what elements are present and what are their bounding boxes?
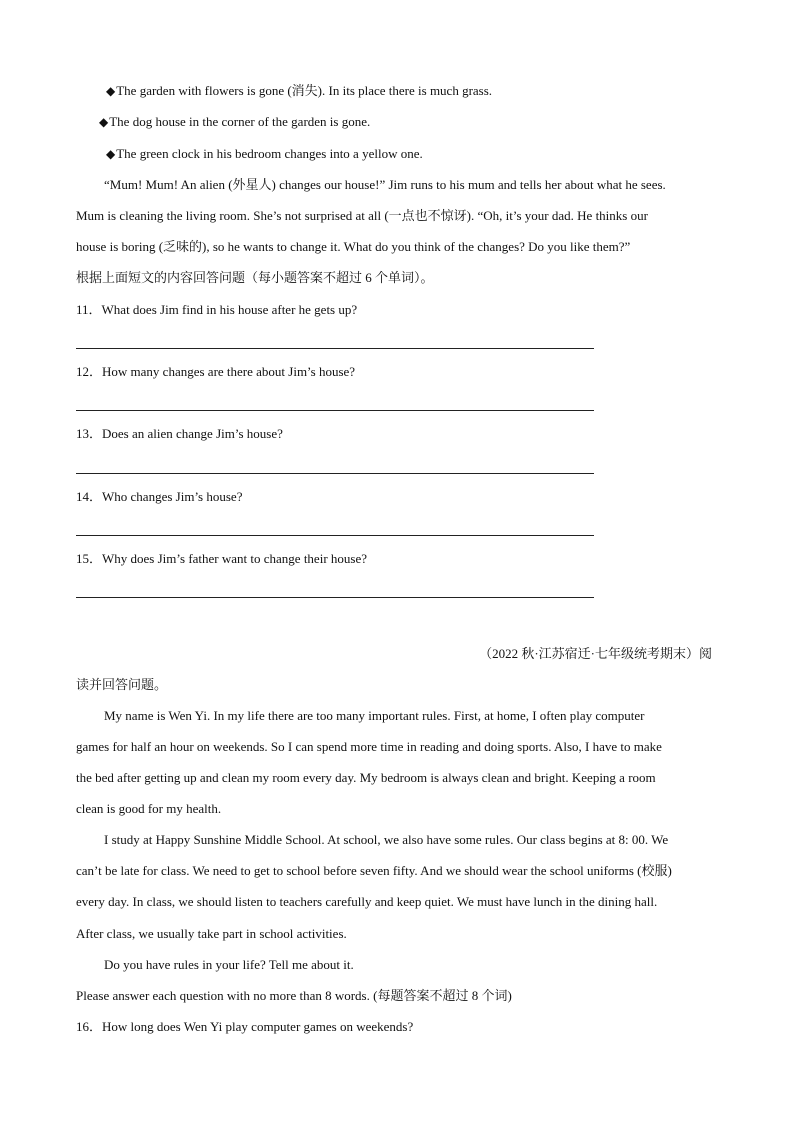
passage2-line-4: clean is good for my health. bbox=[76, 801, 222, 816]
passage2-source-cont: 读并回答问题。 bbox=[76, 677, 168, 692]
passage2-instruction: Please answer each question with no more than 8 words. (每题答案不超过 8 个词) bbox=[76, 988, 512, 1003]
passage2-line-3: the bed after getting up and clean my room every day. My bedroom is always clean and bright. Keeping a room bbox=[76, 770, 656, 785]
question-15: 15．Why does Jim’s father want to change their house? bbox=[76, 551, 367, 566]
passage2-line-9: Do you have rules in your life? Tell me about it. bbox=[104, 957, 354, 972]
question-12: 12．How many changes are there about Jim’s house? bbox=[76, 364, 356, 379]
passage2-source: （2022 秋·江苏宿迁·七年级统考期末）阅 bbox=[479, 646, 712, 661]
answer-line-15[interactable] bbox=[76, 597, 594, 598]
passage2-line-1: My name is Wen Yi. In my life there are too many important rules. First, at home, I often play computer bbox=[104, 708, 645, 723]
answer-line-13[interactable] bbox=[76, 473, 594, 474]
bullet-item-2: ◆The dog house in the corner of the garden is gone. bbox=[99, 114, 371, 129]
passage2-line-6: can’t be late for class. We need to get to school before seven fifty. And we should wear the school uniforms (校服) bbox=[76, 863, 672, 878]
question-11: 11．What does Jim find in his house after he gets up? bbox=[76, 302, 358, 317]
diamond-bullet-icon: ◆ bbox=[106, 84, 116, 98]
answer-line-11[interactable] bbox=[76, 348, 594, 349]
passage2-line-2: games for half an hour on weekends. So I can spend more time in reading and doing sports. Also, I have to make bbox=[76, 739, 662, 754]
answer-line-12[interactable] bbox=[76, 410, 594, 411]
passage1-line-3: house is boring (乏味的), so he wants to change it. What do you think of the changes? Do you like them?” bbox=[76, 239, 631, 254]
passage2-line-8: After class, we usually take part in school activities. bbox=[76, 926, 347, 941]
question-13: 13．Does an alien change Jim’s house? bbox=[76, 426, 283, 441]
question-16: 16．How long does Wen Yi play computer games on weekends? bbox=[76, 1019, 414, 1034]
passage1-line-2: Mum is cleaning the living room. She’s not surprised at all (一点也不惊讶). “Oh, it’s your dad. He thinks our bbox=[76, 208, 648, 223]
question-14: 14．Who changes Jim’s house? bbox=[76, 489, 243, 504]
passage1-line-1: “Mum! Mum! An alien (外星人) changes our house!” Jim runs to his mum and tells her about what he sees. bbox=[104, 177, 666, 192]
passage2-line-7: every day. In class, we should listen to teachers carefully and keep quiet. We must have lunch in the dining hall. bbox=[76, 894, 658, 909]
passage2-line-5: I study at Happy Sunshine Middle School. At school, we also have some rules. Our class begins at 8: 00. We bbox=[104, 832, 669, 847]
diamond-bullet-icon: ◆ bbox=[99, 115, 109, 129]
answer-line-14[interactable] bbox=[76, 535, 594, 536]
passage1-instruction: 根据上面短文的内容回答问题（每小题答案不超过 6 个单词）。 bbox=[76, 270, 434, 285]
diamond-bullet-icon: ◆ bbox=[106, 147, 116, 161]
bullet-item-3: ◆The green clock in his bedroom changes into a yellow one. bbox=[106, 146, 423, 161]
bullet-item-1: ◆The garden with flowers is gone (消失). In its place there is much grass. bbox=[106, 83, 493, 98]
